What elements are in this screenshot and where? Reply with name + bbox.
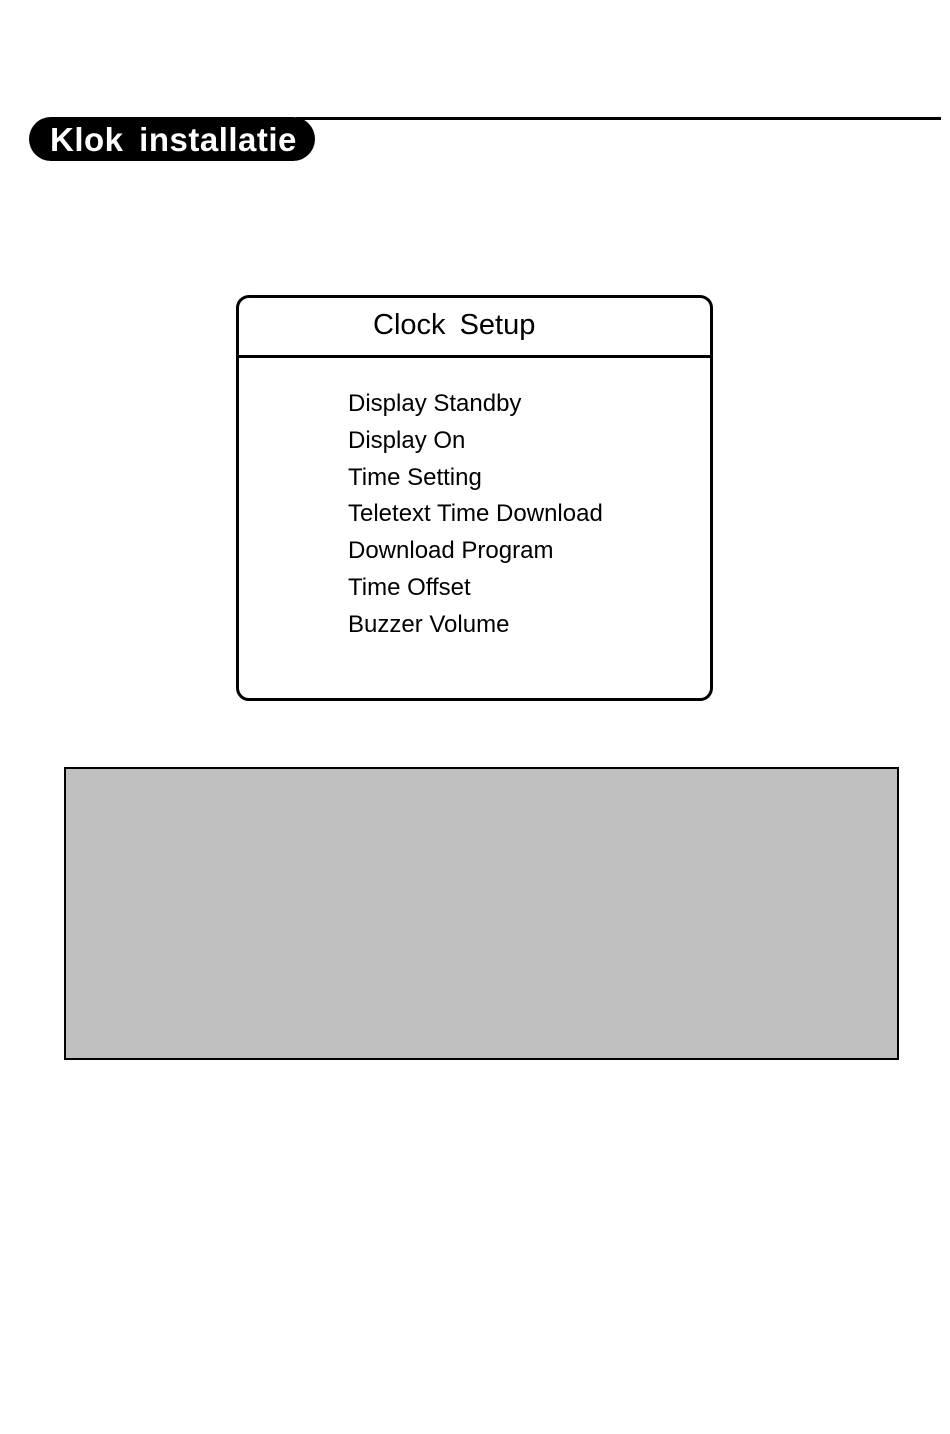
menu-item-list (348, 386, 603, 644)
section-title: Klok installatie (50, 120, 297, 158)
menu-item-teletext-time-download[interactable]: Teletext Time Download (348, 500, 603, 528)
menu-item-display-on[interactable]: Display On (348, 426, 466, 454)
menu-item-display-standby[interactable]: Display Standby (348, 390, 522, 417)
note-box (64, 767, 899, 1060)
menu-item-time-offset[interactable]: Time Offset (348, 573, 471, 601)
header-rule (296, 117, 941, 120)
menu-item-time-setting[interactable]: Time Setting (348, 463, 482, 491)
menu-item-download-program[interactable]: Download Program (348, 537, 554, 565)
section-heading-pill (29, 117, 315, 161)
menu-title: Clock Setup (373, 309, 536, 341)
menu-item-buzzer-volume[interactable]: Buzzer Volume (348, 610, 510, 638)
clock-setup-menu (236, 295, 713, 701)
menu-title-bar (239, 298, 710, 358)
